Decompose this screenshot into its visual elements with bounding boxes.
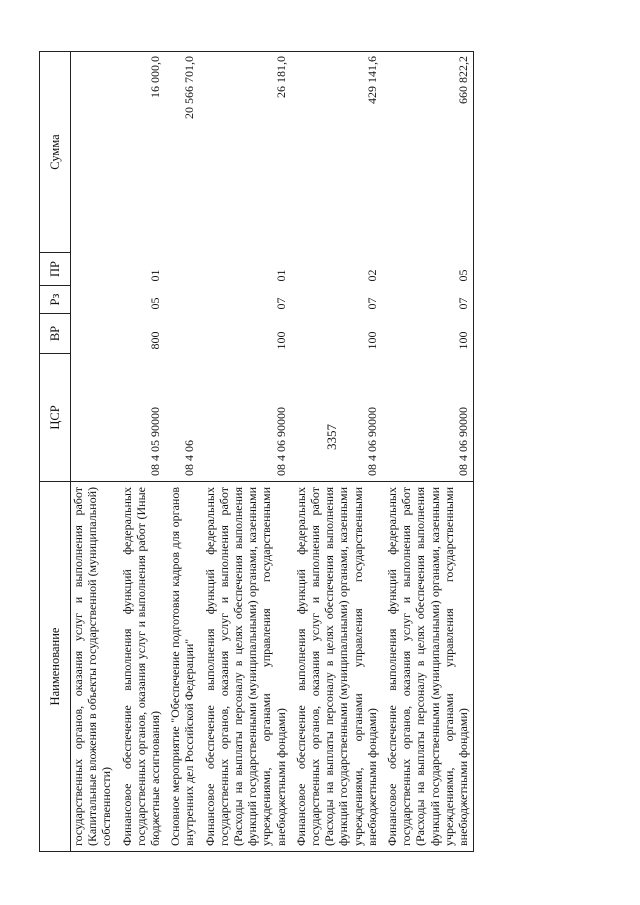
row-vr: 100 (364, 331, 379, 350)
table-row (382, 52, 474, 852)
budget-table (39, 51, 474, 852)
row-rz: 07 (364, 297, 379, 310)
row-pr: 05 (382, 253, 474, 286)
row-vr: 800 (148, 331, 163, 350)
row-csr: 08 4 05 90000 (148, 407, 163, 476)
row-name: Финансовое обеспечение выполнения функций федеральных государственных органов, оказания услуг и выполнения работ (Расходы на выплаты персоналу в целях обеспечения выполнения функций государственными (муниципальными) органами, казенными учреждениями, органами управления государственными внебюджетными фондами) (200, 482, 291, 852)
row-name: Финансовое обеспечение выполнения функций федеральных государственных органов, оказания услуг и выполнения работ (Расходы на выплаты персоналу в целях обеспечения выполнения функций государственными (муниципальными) органами, казенными учреждениями, органами управления государственными внебюджетными фондами) (291, 482, 382, 852)
row-vr (71, 314, 117, 354)
table-row (291, 52, 382, 852)
rotated-table-container (39, 52, 601, 852)
row-name: Финансовое обеспечение выполнения функций федеральных государственных органов, оказания услуг и выполнения работ (Иные бюджетные ассигнования) (117, 482, 166, 852)
row-csr: 08 4 06 90000 (273, 407, 288, 476)
table-row (200, 52, 291, 852)
row-rz (71, 286, 117, 314)
header-name: Наименование (40, 482, 71, 852)
row-pr (71, 253, 117, 286)
row-pr (165, 253, 199, 286)
row-sum (71, 52, 117, 253)
row-name: государственных органов, оказания услуг и выполнения работ (Капитальные вложения в объекты государственной (муниципальной) собственности) (71, 482, 117, 852)
header-csr: ЦСР (40, 354, 71, 482)
row-name: Основное мероприятие "Обеспечение подготовки кадров для органов внутренних дел Российской Федерации" (165, 482, 199, 852)
header-sum: Сумма (40, 52, 71, 253)
row-rz (165, 286, 199, 314)
row-rz: 07 (273, 297, 288, 310)
row-csr (71, 354, 117, 482)
header-vr: ВР (40, 314, 71, 354)
row-pr: 02 (364, 269, 379, 282)
header-pr: ПР (40, 253, 71, 286)
row-sum: 26 181,0 (200, 52, 291, 253)
table-row (165, 52, 199, 852)
table-row (117, 52, 166, 852)
row-sum: 429 141,6 (291, 52, 382, 253)
row-rz: 07 (382, 286, 474, 314)
table-row (71, 52, 117, 852)
row-pr: 01 (148, 269, 163, 282)
row-sum: 660 822,2 (382, 52, 474, 253)
row-rz: 05 (148, 297, 163, 310)
row-csr: 08 4 06 90000 (382, 354, 474, 482)
header-row (40, 52, 71, 852)
row-sum: 16 000,0 (117, 52, 166, 253)
page-number: 3357 (324, 424, 339, 450)
row-csr: 08 4 06 90000 (364, 407, 379, 476)
row-vr: 100 (382, 314, 474, 354)
row-pr: 01 (273, 269, 288, 282)
row-sum: 20 566 701,0 (165, 52, 199, 253)
row-vr: 100 (273, 331, 288, 350)
row-csr: 08 4 06 (182, 440, 197, 476)
header-rz: Рз (40, 286, 71, 314)
row-name: Финансовое обеспечение выполнения функций федеральных государственных органов, оказания услуг и выполнения работ (Расходы на выплаты персоналу в целях обеспечения выполнения функций государственными (муниципальными) органами, казенными учреждениями, органами управления государственными внебюджетными фондами) (382, 482, 474, 852)
row-vr (165, 314, 199, 354)
